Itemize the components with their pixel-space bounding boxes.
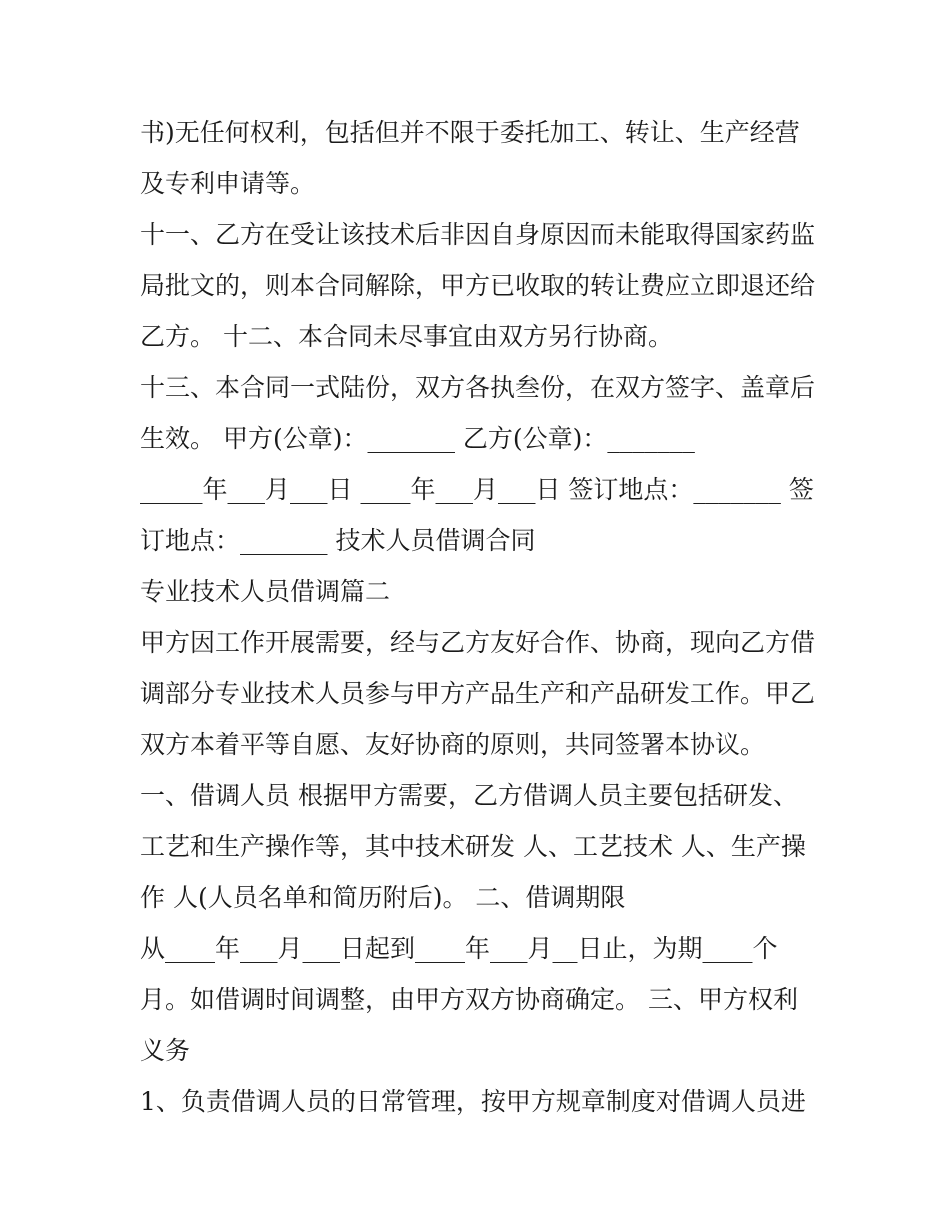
document-body (140, 107, 820, 1127)
text-line: 月。如借调时间调整，由甲方双方协商确定。 三、甲方权利 (140, 985, 798, 1014)
text-line: 义务 (140, 1036, 191, 1065)
text-line: 调部分专业技术人员参与甲方产品生产和产品研发工作。甲乙 (140, 679, 816, 708)
text-line: _____年___月___日 ____年___月___日 签订地点：_______ 签 (140, 475, 814, 504)
text-line: 1、负责借调人员的日常管理，按甲方规章制度对借调人员进 (140, 1087, 806, 1116)
text-line: 书)无任何权利，包括但并不限于委托加工、转让、生产经营 (140, 118, 800, 147)
text-line: 双方本着平等自愿、友好协商的原则，共同签署本协议。 (140, 730, 766, 759)
text-line: 一、借调人员 根据甲方需要，乙方借调人员主要包括研发、 (140, 781, 798, 810)
text-line: 十三、本合同一式陆份，双方各执叁份，在双方签字、盖章后 (140, 373, 816, 402)
text-line: 工艺和生产操作等，其中技术研发 人、工艺技术 人、生产操 (140, 832, 806, 861)
text-line: 及专利申请等。 (140, 169, 316, 198)
section-heading: 专业技术人员借调篇二 (140, 577, 391, 606)
text-line: 甲方因工作开展需要，经与乙方友好合作、协商，现向乙方借 (140, 628, 816, 657)
text-line: 十一、乙方在受让该技术后非因自身原因而未能取得国家药监 (140, 220, 816, 249)
text-line: 生效。 甲方(公章)：_______ 乙方(公章)：_______ (140, 424, 695, 453)
text-line: 作 人(人员名单和简历附后)。 二、借调期限 (140, 883, 626, 912)
text-line: 订地点：_______ 技术人员借调合同 (140, 526, 536, 555)
text-line: 从____年___月___日起到____年___月__日止，为期____个 (140, 934, 778, 963)
text-line: 乙方。 十二、本合同未尽事宜由双方另行协商。 (140, 322, 673, 351)
text-line: 局批文的，则本合同解除，甲方已收取的转让费应立即退还给 (140, 271, 816, 300)
